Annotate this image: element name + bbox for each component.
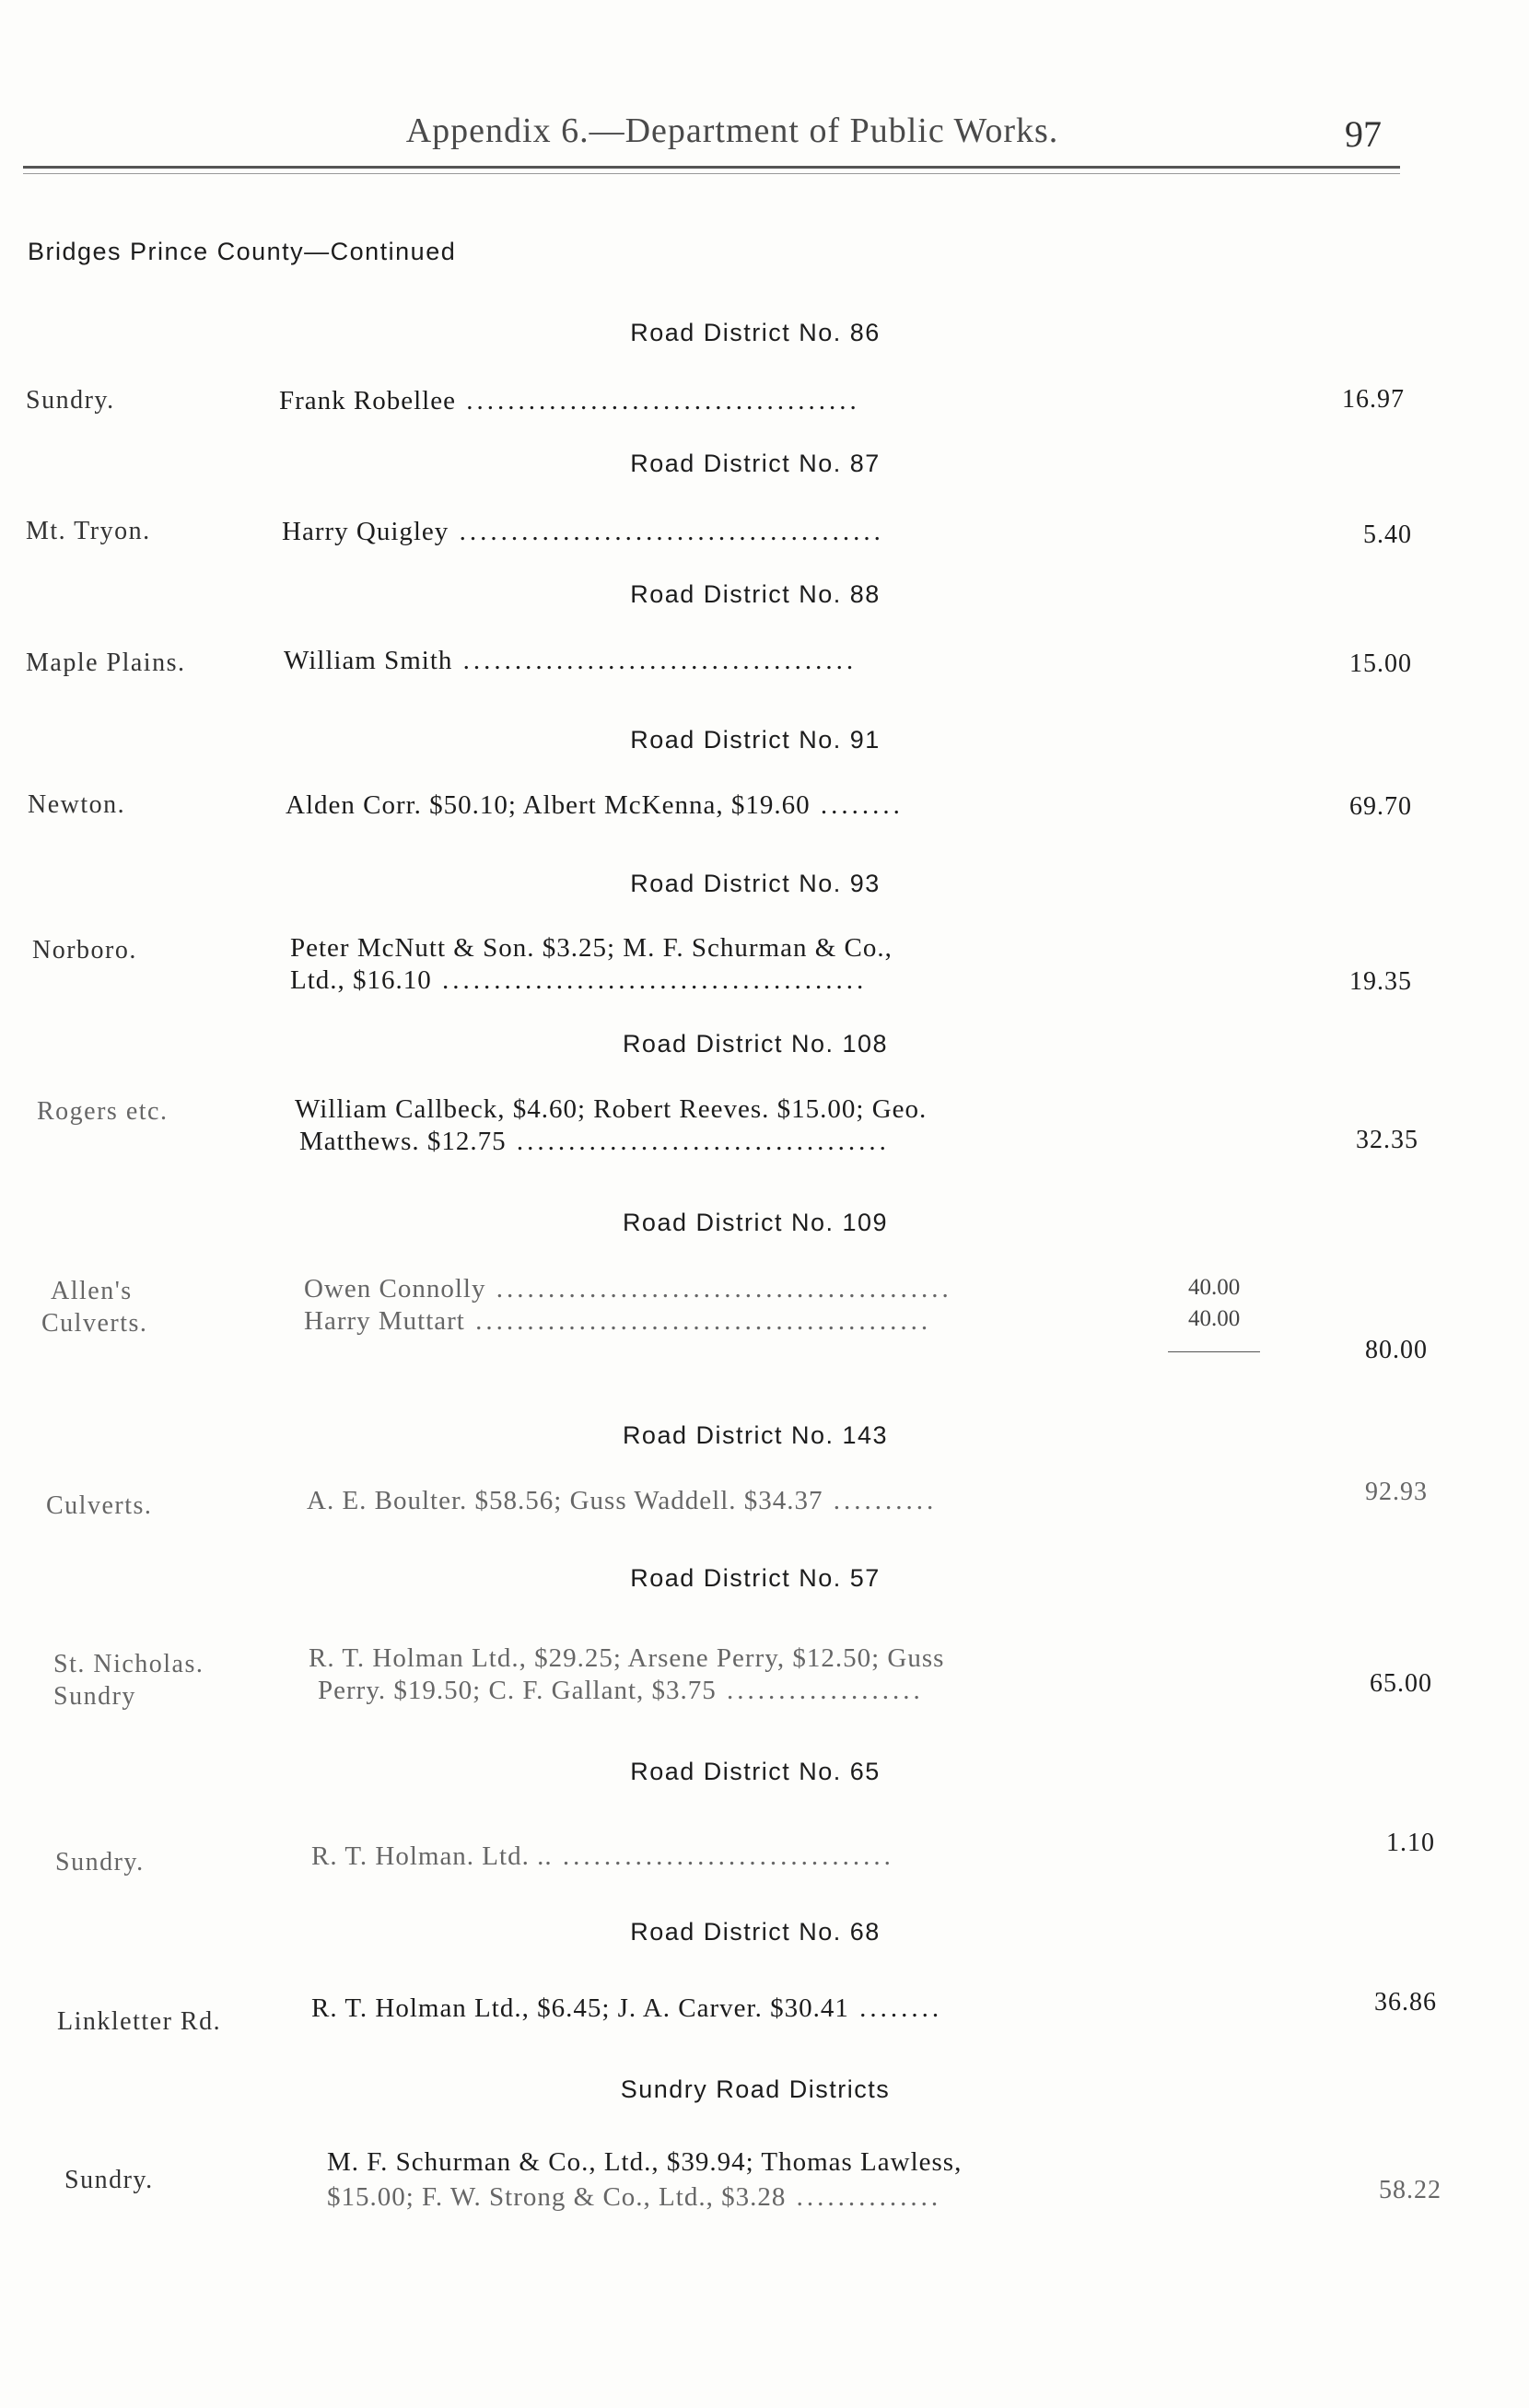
district-heading: Road District No. 88 — [630, 580, 881, 608]
amount: 19.35 — [1349, 967, 1412, 996]
amount: 58.22 — [1379, 2176, 1441, 2204]
payee-line: Harry Quigley ......................................... — [282, 517, 884, 546]
place-name: Linkletter Rd. — [57, 2007, 222, 2036]
payee-line: Harry Muttart ............................................ — [304, 1306, 932, 1336]
district-heading: Road District No. 91 — [630, 726, 881, 754]
page-title: Appendix 6.—Department of Public Works. — [405, 111, 1059, 150]
district-heading: Sundry Road Districts — [620, 2075, 891, 2103]
payee-line: Frank Robellee ...................................... — [279, 386, 860, 415]
place-name: Culverts. — [41, 1309, 148, 1338]
payee-line: Owen Connolly ............................................ — [304, 1274, 952, 1303]
payee-line: Peter McNutt & Son. $3.25; M. F. Schurman & Co., — [290, 933, 893, 963]
place-name: Culverts. — [46, 1491, 153, 1520]
header-rule-thin — [23, 173, 1400, 174]
payee-line: R. T. Holman Ltd., $6.45; J. A. Carver. $30.41 ........ — [311, 1993, 943, 2023]
district-heading: Road District No. 87 — [630, 450, 881, 477]
place-name: Rogers etc. — [37, 1097, 169, 1126]
district-heading: Road District No. 93 — [630, 870, 881, 897]
district-heading: Road District No. 86 — [630, 319, 881, 346]
place-name: Sundry. — [64, 2166, 154, 2194]
place-name: Sundry — [53, 1682, 136, 1711]
payee-line: M. F. Schurman & Co., Ltd., $39.94; Thomas Lawless, — [327, 2147, 963, 2177]
amount: 15.00 — [1349, 649, 1412, 678]
district-heading: Road District No. 143 — [622, 1421, 889, 1449]
header-rule — [23, 166, 1400, 169]
place-name: Allen's — [51, 1277, 133, 1305]
sub-amount: 40.00 — [1188, 1275, 1241, 1300]
place-name: Norboro. — [32, 936, 137, 964]
payee-line: William Smith ...................................... — [284, 646, 858, 675]
place-name: Sundry. — [55, 1848, 145, 1876]
page-header — [0, 111, 1529, 184]
amount: 1.10 — [1386, 1829, 1435, 1857]
payee-line: R. T. Holman. Ltd. .. ................................ — [311, 1841, 894, 1871]
page-number: 97 — [1345, 113, 1382, 155]
district-heading: Road District No. 57 — [630, 1564, 881, 1592]
subtotal-rule — [1168, 1351, 1260, 1352]
amount: 80.00 — [1365, 1336, 1428, 1364]
amount: 92.93 — [1365, 1478, 1428, 1506]
district-heading: Road District No. 108 — [622, 1030, 889, 1058]
payee-line: R. T. Holman Ltd., $29.25; Arsene Perry, $12.50; Guss — [309, 1643, 945, 1673]
place-name: St. Nicholas. — [53, 1650, 204, 1678]
district-heading: Road District No. 68 — [630, 1918, 881, 1946]
payee-line: Ltd., $16.10 ......................................... — [290, 965, 868, 995]
district-heading: Road District No. 109 — [622, 1209, 889, 1236]
place-name: Newton. — [28, 790, 126, 819]
place-name: Maple Plains. — [26, 649, 186, 677]
district-heading: Road District No. 65 — [630, 1758, 881, 1785]
place-name: Sundry. — [26, 386, 115, 415]
sub-amount: 40.00 — [1188, 1306, 1241, 1331]
payee-line: A. E. Boulter. $58.56; Guss Waddell. $34.37 .......... — [307, 1486, 938, 1515]
amount: 69.70 — [1349, 792, 1412, 821]
payee-line: Matthews. $12.75 .................................... — [299, 1127, 890, 1156]
payee-line: Perry. $19.50; C. F. Gallant, $3.75 ................... — [318, 1676, 924, 1705]
payee-line: $15.00; F. W. Strong & Co., Ltd., $3.28 .............. — [327, 2182, 942, 2212]
amount: 65.00 — [1370, 1669, 1432, 1698]
amount: 32.35 — [1356, 1126, 1418, 1154]
amount: 16.97 — [1342, 385, 1405, 414]
payee-line: Alden Corr. $50.10; Albert McKenna, $19.60 ........ — [286, 790, 904, 820]
amount: 36.86 — [1374, 1988, 1437, 2016]
amount: 5.40 — [1363, 520, 1412, 549]
section-title: Bridges Prince County—Continued — [28, 238, 457, 265]
payee-line: William Callbeck, $4.60; Robert Reeves. $15.00; Geo. — [295, 1094, 928, 1124]
place-name: Mt. Tryon. — [26, 517, 151, 545]
